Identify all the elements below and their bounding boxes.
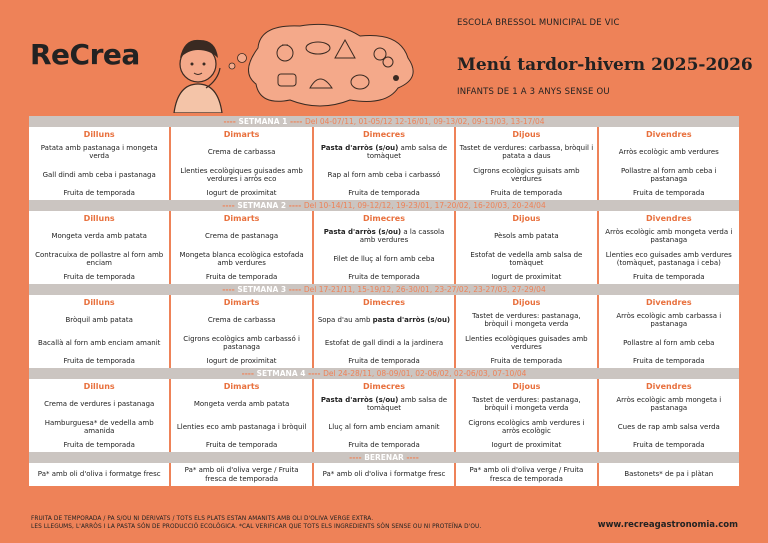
day-name: Dijous	[512, 382, 541, 391]
dish: Bacallà al forn amb enciam amanit	[37, 338, 161, 347]
dish: Arròs ecològic amb mongeta i pastanaga	[616, 395, 722, 412]
dish: Crema de verdures i pastanaga	[44, 399, 155, 408]
dish: Fruita de temporada	[633, 273, 705, 282]
dish: Cigrons ecològics amb carbassó i pastanaga	[183, 334, 300, 351]
day-column	[29, 211, 169, 284]
dish: Contracuixa de pollastre al forn amb enciam	[35, 250, 164, 267]
day-name: Dijous	[512, 298, 541, 307]
day-column	[314, 211, 454, 284]
dish: Fruita de temporada	[63, 189, 135, 198]
dish: Sopa d'au amb pasta d'arròs (s/ou)	[317, 315, 451, 324]
day-name: Dimecres	[362, 382, 405, 391]
day-name: Dijous	[512, 130, 541, 139]
day-name: Dimarts	[223, 382, 260, 391]
dish: Estofat de vedella amb salsa de tomàquet	[470, 250, 583, 267]
dish: Fruita de temporada	[633, 357, 705, 366]
dish: Iogurt de proximitat	[491, 441, 562, 450]
dish: Hamburguesa* de vedella amb amanida	[44, 418, 154, 435]
berenar-grid	[29, 463, 739, 486]
day-column	[171, 211, 311, 284]
berenar-header: ---- BERENAR ----	[29, 452, 739, 463]
day-name: Dilluns	[83, 214, 115, 223]
day-column	[599, 211, 739, 284]
dish: Filet de lluç al forn amb ceba	[333, 254, 435, 263]
day-name: Divendres	[646, 382, 692, 391]
day-column	[29, 379, 169, 452]
berenar-item: Pa* amb oli d'oliva verge / Fruita fresca de temporada	[171, 463, 311, 486]
dish: Fruita de temporada	[633, 441, 705, 450]
day-name: Divendres	[646, 298, 692, 307]
week-header: ---- SETMANA 3 ---- Del 17-21/11, 15-19/12, 26-30/01, 23-27/02, 23-27/03, 27-29/04	[29, 284, 739, 295]
day-name: Dijous	[512, 214, 541, 223]
day-column	[314, 295, 454, 368]
day-name: Dimarts	[223, 298, 260, 307]
footer-line-1: FRUITA DE TEMPORADA / PA S/OU NI DERIVATS / TOTS ELS PLATS ESTAN AMANITS AMB OLI D'OLIVA VERGE EXTRA.	[31, 516, 374, 522]
day-name: Divendres	[646, 214, 692, 223]
dish: Mongeta verda amb patata	[193, 399, 290, 408]
day-column	[314, 379, 454, 452]
day-name: Dilluns	[83, 298, 115, 307]
dish: Iogurt de proximitat	[491, 273, 562, 282]
menu-subtitle: INFANTS DE 1 A 3 ANYS SENSE OU	[457, 87, 610, 97]
dish: Gall dindi amb ceba i pastanaga	[42, 170, 156, 179]
dish: Llenties ecològiques guisades amb verdures i arròs eco	[180, 166, 303, 183]
dish: Bròquil amb patata	[65, 315, 133, 324]
day-column	[599, 127, 739, 200]
footer-line-2: LES LLEGUMS, L'ARRÒS I LA PASTA SÓN DE PRODUCCIÓ ECOLÒGICA. *CAL VERIFICAR QUE TOTS ELS INGREDIENTS SÓN SENSE OU NI PROTEÏNA D'OU.	[31, 523, 482, 530]
dish: Fruita de temporada	[348, 273, 420, 282]
day-column	[29, 295, 169, 368]
day-column	[314, 127, 454, 200]
dish: Pasta d'arròs (s/ou) amb salsa de tomàquet	[320, 143, 448, 160]
day-column	[456, 211, 596, 284]
dish: Cigrons ecològics amb verdures i arròs ecològic	[468, 418, 585, 435]
day-column	[456, 127, 596, 200]
dish: Crema de carbassa	[207, 315, 276, 324]
day-column	[599, 379, 739, 452]
menu-table	[29, 116, 739, 486]
week-header: ---- SETMANA 2 ---- Del 10-14/11, 09-12/12, 19-23/01, 17-20/02, 16-20/03, 20-24/04	[29, 200, 739, 211]
dish: Iogurt de proximitat	[206, 189, 277, 198]
dish: Cigrons ecològics guisats amb verdures	[473, 166, 580, 183]
dish: Fruita de temporada	[63, 441, 135, 450]
dish: Fruita de temporada	[490, 357, 563, 366]
day-column	[456, 379, 596, 452]
dish: Lluç al forn amb enciam amanit	[328, 422, 440, 431]
day-name: Dimecres	[362, 130, 405, 139]
brand-logo: ReCrea	[30, 38, 140, 71]
dish: Pèsols amb patata	[494, 231, 559, 240]
school-name: ESCOLA BRESSOL MUNICIPAL DE VIC	[457, 18, 620, 28]
dish: Llenties eco amb pastanaga i bròquil	[176, 422, 307, 431]
dish: Iogurt de proximitat	[206, 357, 277, 366]
dish: Pollastre al forn amb ceba	[623, 338, 715, 347]
dish: Fruita de temporada	[205, 273, 278, 282]
week-grid	[29, 211, 739, 284]
dish: Mongeta blanca ecològica estofada amb verdures	[179, 250, 304, 267]
dish: Fruita de temporada	[348, 357, 420, 366]
dish: Llenties eco guisades amb verdures (tomàquet, pastanaga i ceba)	[605, 250, 732, 267]
dish: Fruita de temporada	[348, 189, 420, 198]
day-name: Dilluns	[83, 382, 115, 391]
day-name: Divendres	[646, 130, 692, 139]
dish: Fruita de temporada	[205, 441, 278, 450]
berenar-item: Pa* amb oli d'oliva i formatge fresc	[314, 463, 454, 486]
day-name: Dilluns	[83, 130, 115, 139]
dish: Mongeta verda amb patata	[51, 231, 147, 240]
dish: Crema de pastanaga	[205, 231, 279, 240]
dish: Tastet de verdures: pastanaga, bròquil i mongeta verda	[472, 395, 581, 412]
day-name: Dimecres	[362, 298, 405, 307]
dish: Fruita de temporada	[633, 189, 705, 198]
menu-title: Menú tardor-hivern 2025-2026	[457, 55, 753, 75]
week-grid	[29, 379, 739, 452]
berenar-item: Pa* amb oli d'oliva i formatge fresc	[29, 463, 169, 486]
berenar-item: Pa* amb oli d'oliva verge / Fruita fresca de temporada	[456, 463, 596, 486]
week-header: ---- SETMANA 1 ---- Del 04-07/11, 01-05/12 12-16/01, 09-13/02, 09-13/03, 13-17/04	[29, 116, 739, 127]
chef-thinking-illustration	[160, 18, 440, 113]
week-grid	[29, 127, 739, 200]
day-name: Dimarts	[223, 130, 260, 139]
week-header: ---- SETMANA 4 ---- Del 24-28/11, 08-09/01, 02-06/02, 02-06/03, 07-10/04	[29, 368, 739, 379]
dish: Estofat de gall dindi a la jardinera	[324, 338, 444, 347]
day-name: Dimarts	[223, 214, 260, 223]
dish: Tastet de verdures: pastanaga, bròquil i mongeta verda	[472, 311, 581, 328]
dish: Pasta d'arròs (s/ou) a la cassola amb verdures	[323, 227, 445, 244]
dish: Rap al forn amb ceba i carbassó	[327, 170, 441, 179]
day-column	[171, 379, 311, 452]
day-column	[456, 295, 596, 368]
dish: Arròs ecològic amb mongeta verda i pastanaga	[605, 227, 733, 244]
dish: Fruita de temporada	[63, 273, 135, 282]
berenar-item: Bastonets* de pa i plàtan	[599, 463, 739, 486]
day-column	[599, 295, 739, 368]
dish: Fruita de temporada	[490, 189, 563, 198]
dish: Patata amb pastanaga i mongeta verda	[40, 143, 158, 160]
day-column	[171, 295, 311, 368]
day-column	[29, 127, 169, 200]
dish: Pollastre al forn amb ceba i pastanaga	[621, 166, 717, 183]
week-grid	[29, 295, 739, 368]
dish: Pasta d'arròs (s/ou) amb salsa de tomàquet	[320, 395, 448, 412]
dish: Llenties ecològiques guisades amb verdures	[465, 334, 588, 351]
dish: Arròs ecològic amb verdures	[618, 147, 719, 156]
day-column	[171, 127, 311, 200]
footer-notes	[31, 516, 481, 531]
day-name: Dimecres	[362, 214, 405, 223]
dish: Crema de carbassa	[207, 147, 276, 156]
dish: Fruita de temporada	[63, 357, 135, 366]
dish: Tastet de verdures: carbassa, bròquil i patata a daus	[459, 143, 594, 160]
dish: Cues de rap amb salsa verda	[617, 422, 720, 431]
dish: Arròs ecològic amb carbassa i pastanaga	[616, 311, 722, 328]
website-link[interactable]: www.recreagastronomia.com	[597, 520, 738, 530]
dish: Fruita de temporada	[348, 441, 420, 450]
